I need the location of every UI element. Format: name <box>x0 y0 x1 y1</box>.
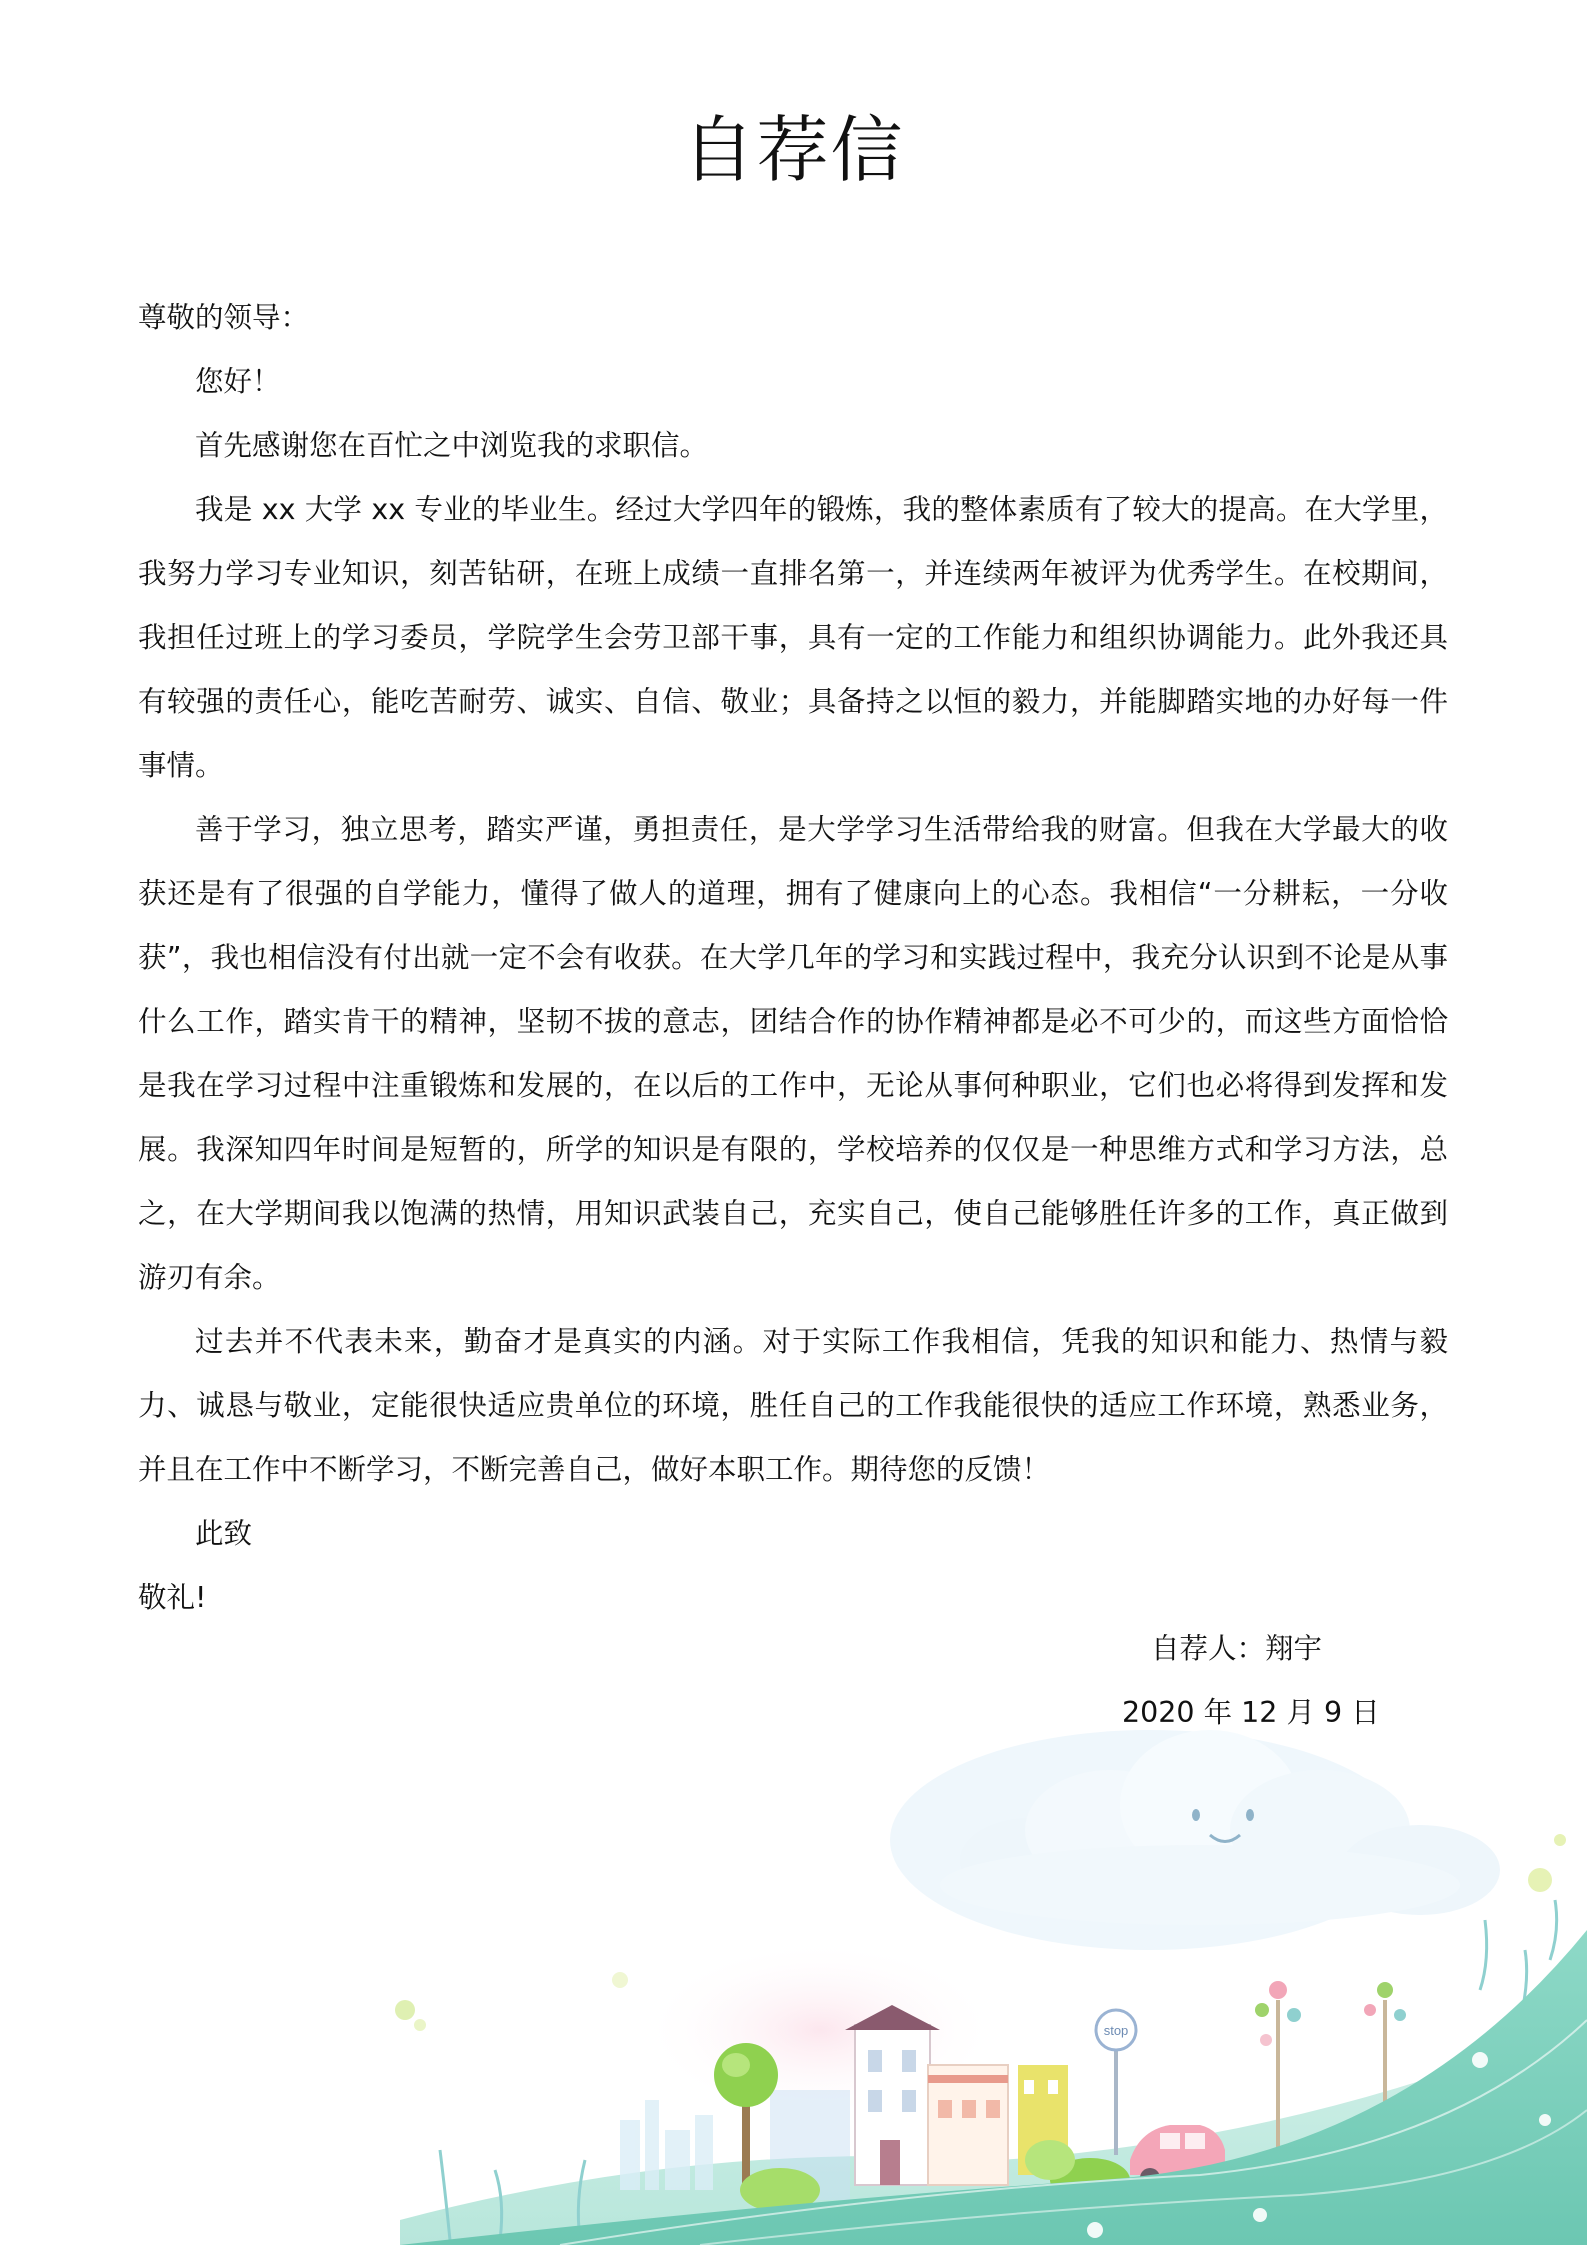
paragraph-4: 过去并不代表未来，勤奋才是真实的内涵。对于实际工作我相信，凭我的知识和能力、热情与毅力、诚恳与敬业，定能很快适应贵单位的环境，胜任自己的工作我能很快的适应工作环境，熟悉业务，并且在工作中不断学习，不断完善自己，做好本职工作。期待您的反馈！ <box>138 1325 1448 1486</box>
sparkle-icon <box>1472 2052 1488 2068</box>
decorative-dot <box>1528 1868 1552 1892</box>
regards: 敬礼! <box>138 1581 207 1614</box>
city-silhouette <box>620 2100 713 2190</box>
salutation: 尊敬的领导： <box>138 301 310 334</box>
document-title: 自荐信 <box>682 108 905 192</box>
stop-sign-text: stop <box>1103 2023 1129 2038</box>
paragraph-1: 首先感谢您在百忙之中浏览我的求职信。 <box>195 429 709 462</box>
stop-sign-icon <box>1096 2010 1136 2155</box>
decorative-dot <box>414 2019 426 2031</box>
letter-body <box>138 286 1448 1630</box>
closing: 此致 <box>195 1517 253 1550</box>
striped-building <box>928 2065 1008 2185</box>
paragraph-2: 我是 xx 大学 xx 专业的毕业生。经过大学四年的锻炼，我的整体素质有了较大的提高。在大学里，我努力学习专业知识，刻苦钻研，在班上成绩一直排名第一，并连续两年被评为优秀学生。在校期间，我担任过班上的学习委员，学院学生会劳卫部干事，具有一定的工作能力和组织协调能力。此外我还具有较强的责任心，能吃苦耐劳、诚实、自信、敬业；具备持之以恒的毅力，并能脚踏实地的办好每一件事情。 <box>138 493 1448 782</box>
bush-icon <box>1025 2140 1075 2180</box>
signature-date: 2020 年 12 月 9 日 <box>1122 1696 1380 1729</box>
decorative-dot <box>1554 1834 1566 1846</box>
paragraph-3: 善于学习，独立思考，踏实严谨，勇担责任，是大学学习生活带给我的财富。但我在大学最大的收获还是有了很强的自学能力，懂得了做人的道理，拥有了健康向上的心态。我相信“一分耕耘，一分收获”，我也相信没有付出就一定不会有收获。在大学几年的学习和实践过程中，我充分认识到不论是从事什么工作，踏实肯干的精神，坚韧不拔的意志，团结合作的协作精神都是必不可少的，而这些方面恰恰是我在学习过程中注重锻炼和发展的，在以后的工作中，无论从事何种职业，它们也必将得到发挥和发展。我深知四年时间是短暂的，所学的知识是有限的，学校培养的仅仅是一种思维方式和学习方法，总之，在大学期间我以饱满的热情，用知识武装自己，充实自己，使自己能够胜任许多的工作，真正做到游刃有余。 <box>138 813 1448 1294</box>
decorative-dot <box>395 2000 415 2020</box>
decorative-scenery-illustration <box>0 1720 1587 2245</box>
house-icon <box>845 2005 940 2185</box>
decorative-dot <box>612 1972 628 1988</box>
signature: 自荐人：翔宇 <box>1151 1632 1323 1665</box>
greeting: 您好！ <box>195 365 281 398</box>
sparkle-icon <box>1087 2222 1103 2238</box>
sparkle-icon <box>1253 2208 1267 2222</box>
sparkle-icon <box>1539 2114 1551 2126</box>
